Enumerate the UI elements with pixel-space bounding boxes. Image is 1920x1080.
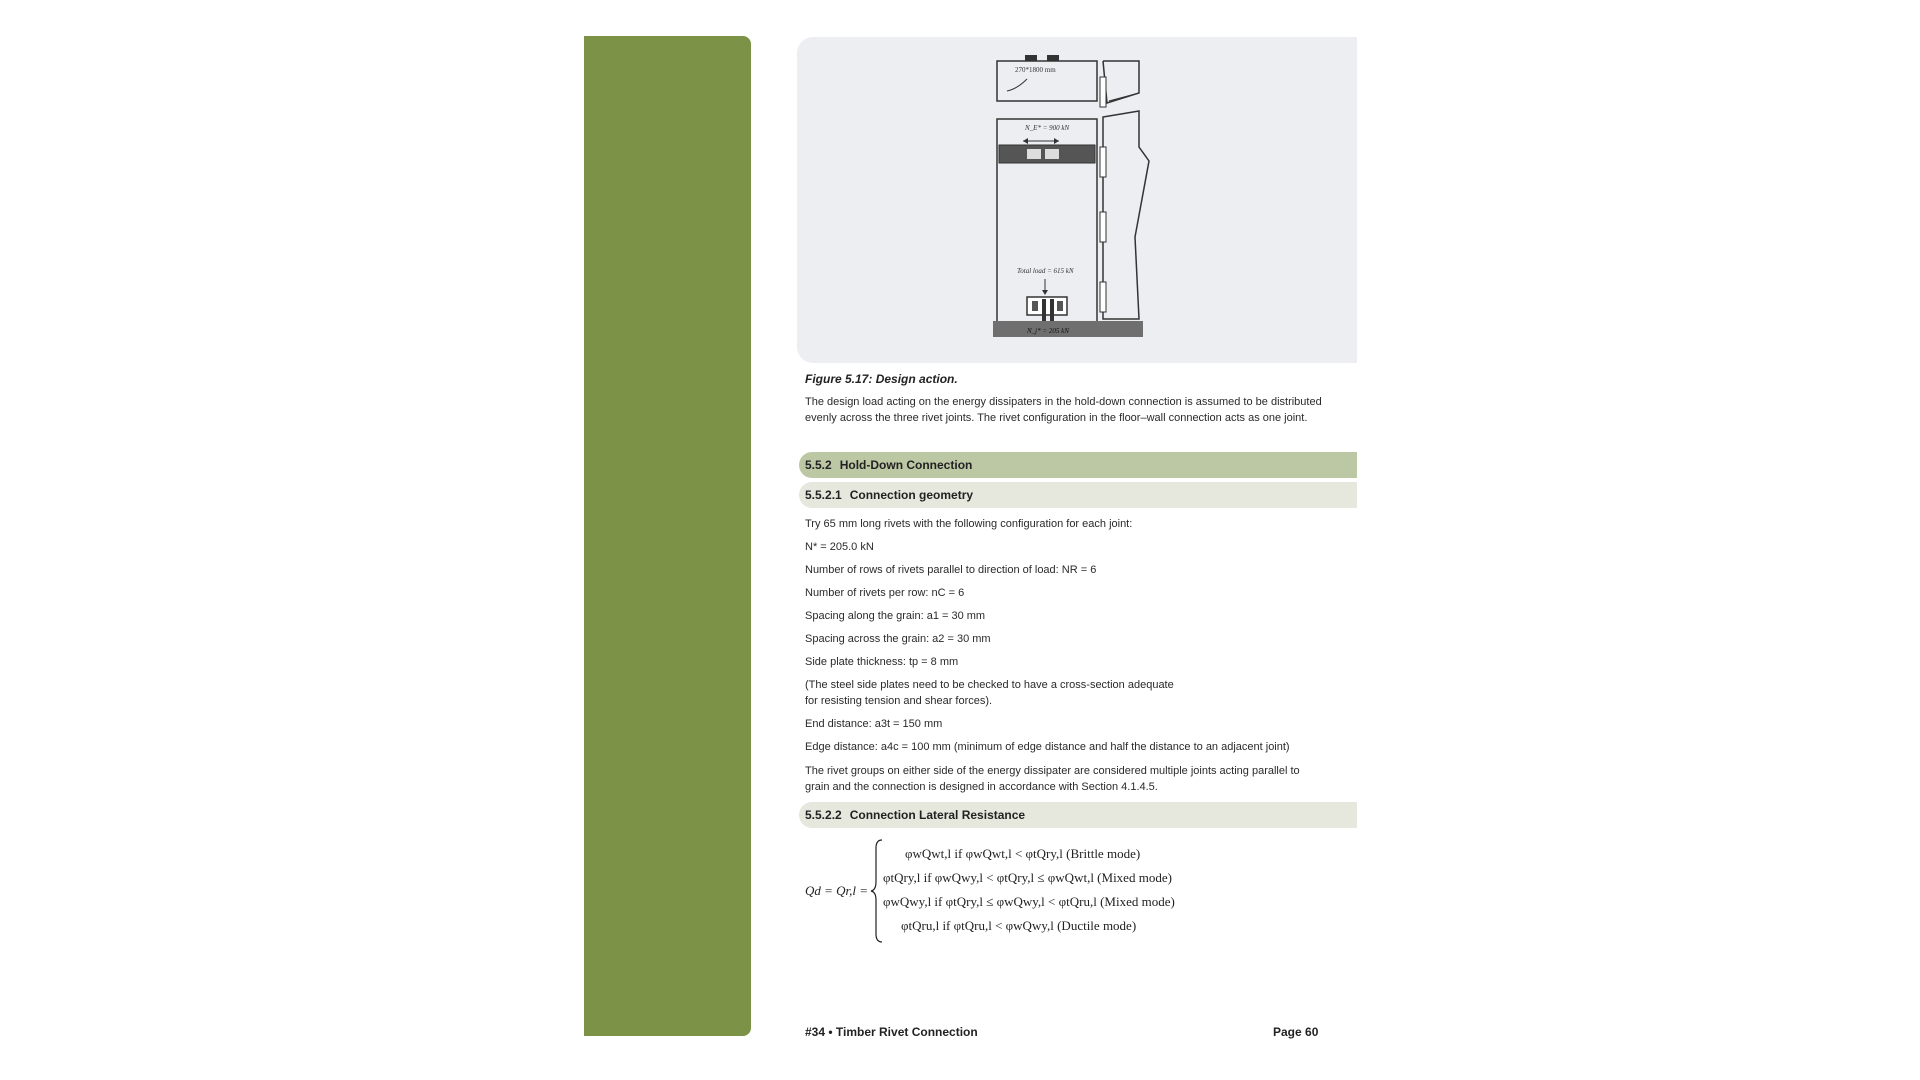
equation-case-mixed-2: φwQwy,l if φtQry,l ≤ φwQwy,l < φtQru,l (Mixed mode) [883, 894, 1175, 909]
geometry-line: Number of rivets per row: nC = 6 [805, 587, 965, 599]
section-heading-5-5-2 [799, 452, 1357, 478]
design-action-diagram [797, 37, 1357, 363]
geometry-line: Spacing along the grain: a1 = 30 mm [805, 610, 986, 622]
footer-page-number: Page 60 [1273, 1025, 1319, 1039]
section-number: 5.5.2 [805, 458, 832, 472]
geometry-line: Spacing across the grain: a2 = 30 mm [805, 633, 991, 645]
footer-document-title: #34 • Timber Rivet Connection [805, 1025, 978, 1039]
section-number: 5.5.2.2 [805, 808, 842, 822]
steel-note-line: (The steel side plates need to be checked to have a cross-section adequate [805, 679, 1174, 691]
total-load-label: Total load = 615 kN [1017, 267, 1074, 275]
geometry-line: Try 65 mm long rivets with the following configuration for each joint: [805, 518, 1133, 530]
steel-note-line: for resisting tension and shear forces). [805, 695, 993, 707]
equation-case-brittle: φwQwt,l if φwQwt,l < φtQry,l (Brittle mode) [905, 846, 1141, 861]
section-heading-5-5-2-1 [799, 482, 1357, 508]
section-title: Hold-Down Connection [839, 458, 973, 472]
geometry-line: N* = 205.0 kN [805, 541, 874, 553]
equation-brace [870, 838, 884, 944]
green-sidebar [584, 36, 751, 1036]
section-title: Connection geometry [849, 488, 974, 502]
figure-design-action [797, 37, 1357, 363]
geometry-line: Number of rows of rivets parallel to direction of load: NR = 6 [805, 564, 1097, 576]
edge-distance: Edge distance: a4c = 100 mm (minimum of edge distance and half the distance to an adjacent joint) [805, 741, 1290, 753]
geometry-line: Side plate thickness: tp = 8 mm [805, 656, 959, 668]
end-distance: End distance: a3t = 150 mm [805, 718, 943, 730]
intro-paragraph: The design load acting on the energy dissipaters in the hold-down connection is assumed to be distributed evenly across the three rivet joints. The rivet configuration in the floor–wall connection acts as one joint. [805, 396, 1322, 424]
force-top-label: N_E* = 900 kN [1025, 124, 1070, 132]
section-number: 5.5.2.1 [805, 488, 842, 502]
dim-label: 270*1800 mm [1015, 66, 1056, 74]
section-heading-5-5-2-2 [799, 802, 1357, 828]
rivet-groups-paragraph: The rivet groups on either side of the energy dissipater are considered multiple joints acting parallel to grain and the connection is designed in accordance with Section 4.1.4.5. [805, 765, 1300, 793]
equation-case-ductile: φtQru,l if φtQru,l < φwQwy,l (Ductile mode) [901, 918, 1137, 933]
figure-caption: Figure 5.17: Design action. [805, 372, 958, 386]
equation-case-mixed-1: φtQry,l if φwQwy,l < φtQry,l ≤ φwQwt,l (Mixed mode) [883, 870, 1172, 885]
force-bottom-label: N_j* = 205 kN [1027, 327, 1069, 335]
equation-lhs: Qd = Qr,l = [805, 883, 869, 898]
section-title: Connection Lateral Resistance [849, 808, 1026, 822]
